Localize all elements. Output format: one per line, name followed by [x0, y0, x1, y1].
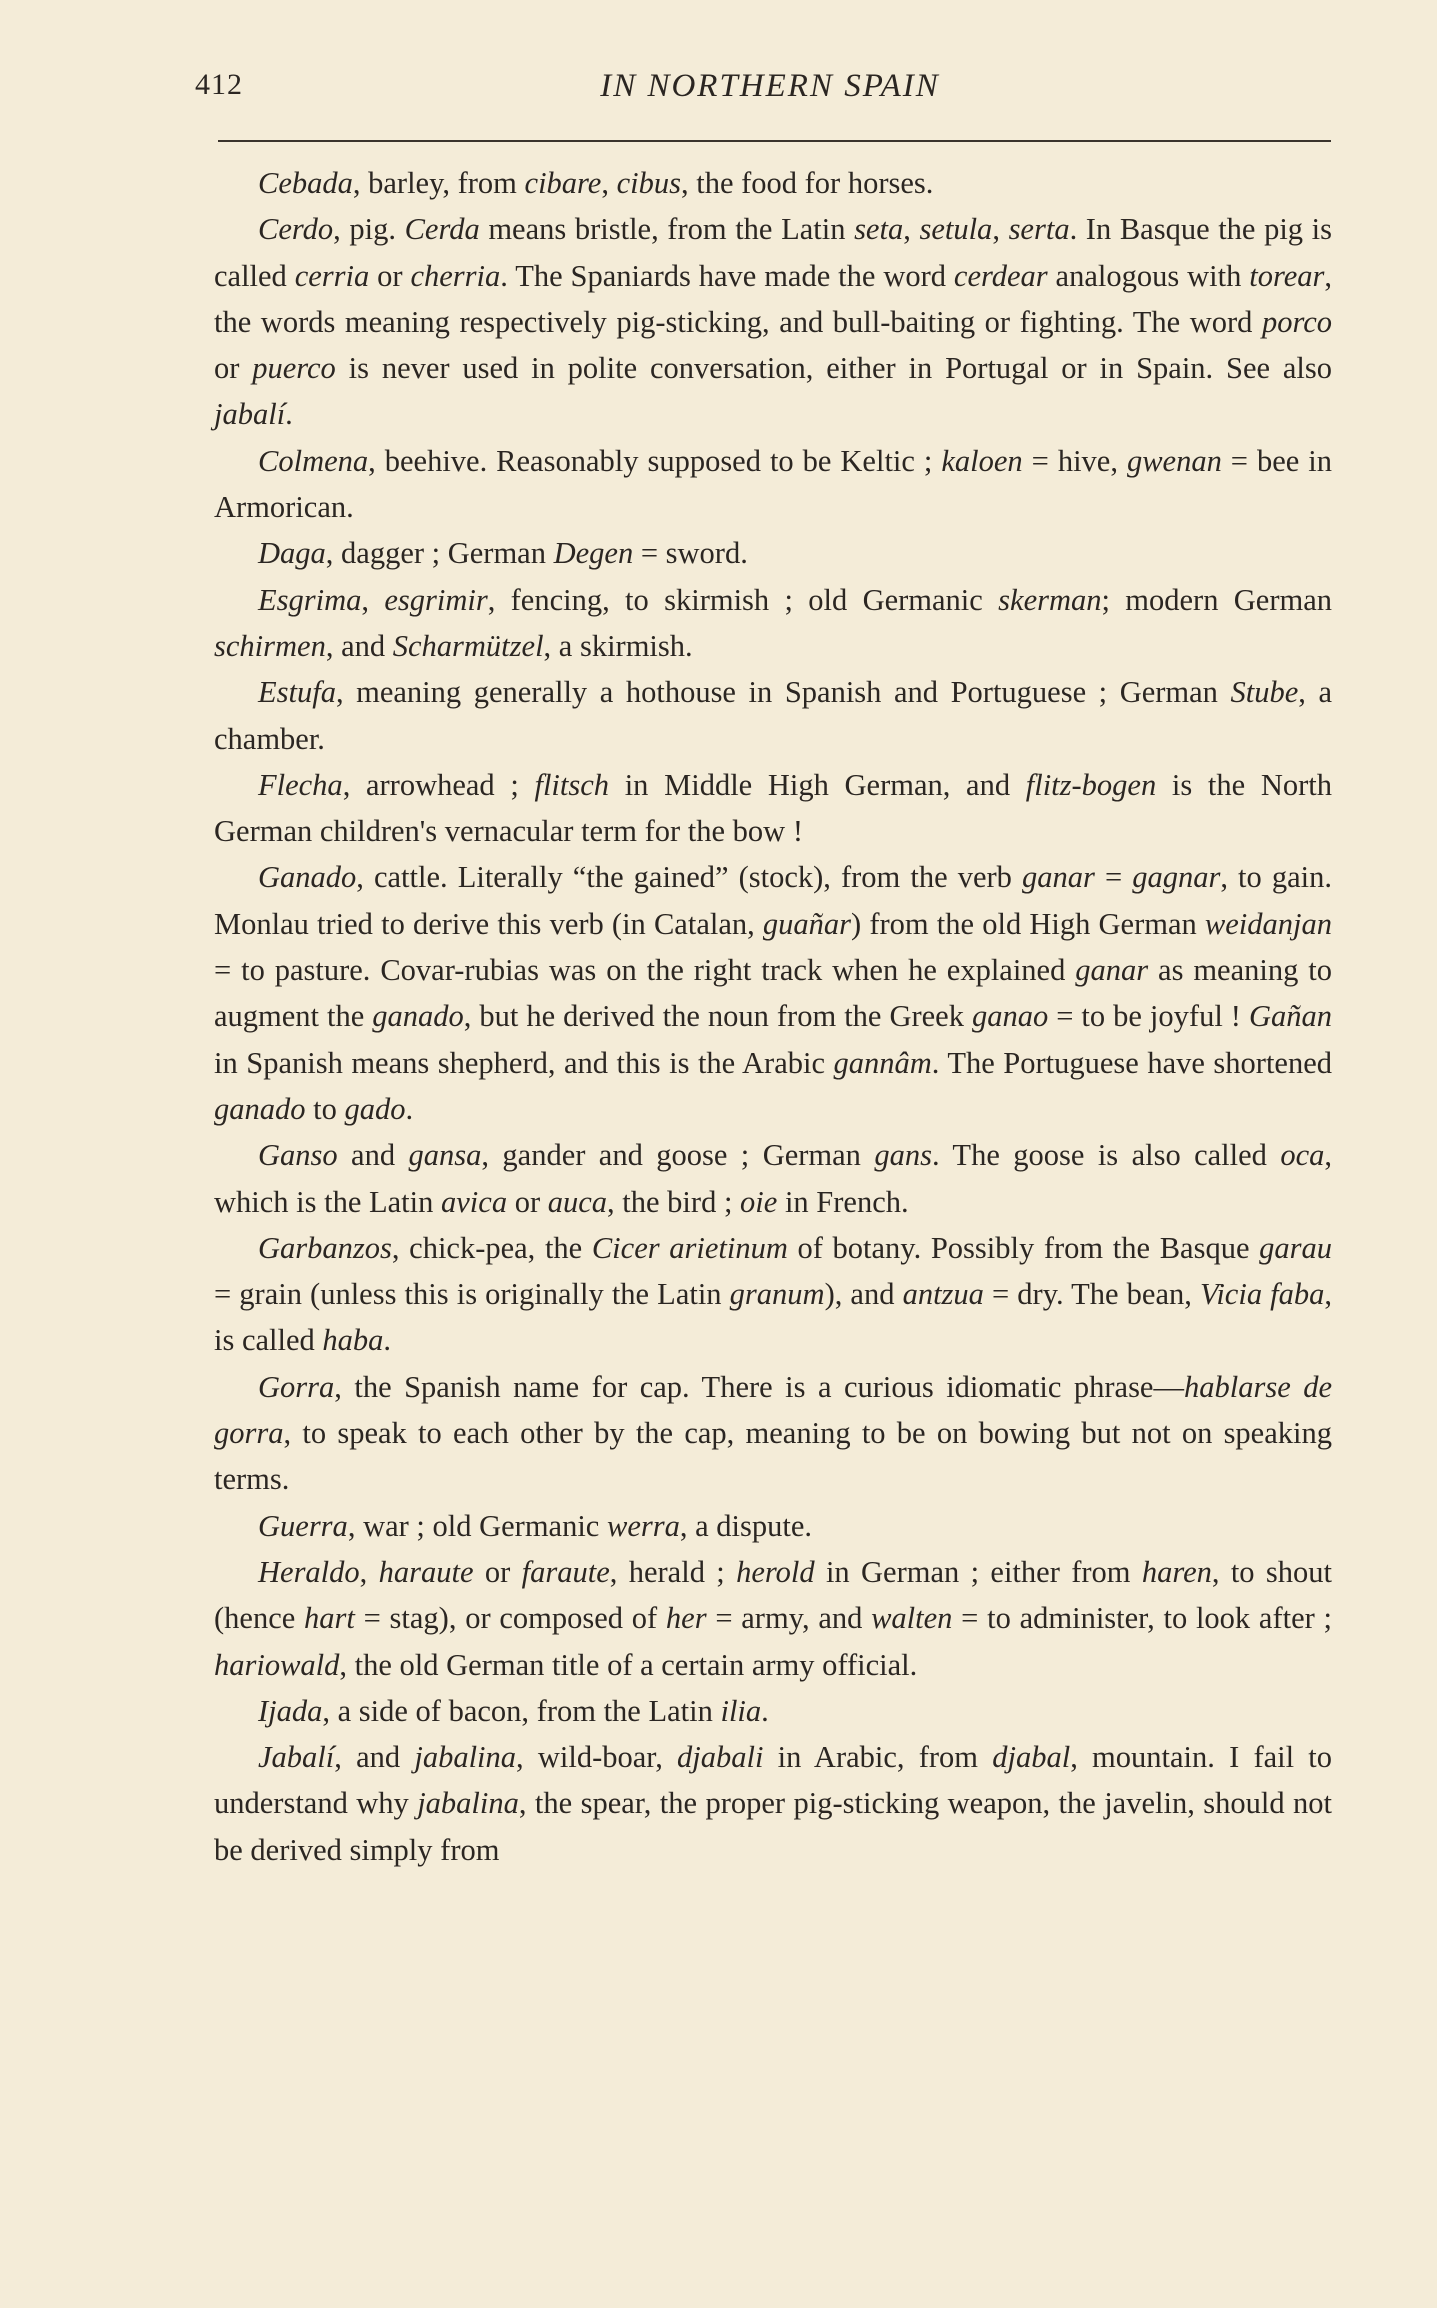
italic-term: gwenan [1126, 443, 1222, 478]
italic-term: flitsch [534, 767, 610, 802]
italic-term: garau [1259, 1230, 1332, 1265]
italic-term: Gañan [1248, 999, 1332, 1034]
entry-text: , and [325, 628, 393, 663]
entry-text: , war ; old Germanic [347, 1508, 607, 1543]
italic-term: Gorra [258, 1369, 335, 1404]
italic-term: faraute [521, 1554, 610, 1589]
entry-text: analogous with [1047, 258, 1250, 293]
entry-text: ; modern German [1101, 582, 1333, 617]
entry-text: , and [334, 1740, 415, 1775]
italic-term: porco [1261, 304, 1332, 339]
italic-term: setula [919, 212, 993, 247]
italic-term: her [665, 1601, 707, 1636]
italic-term: puerco [252, 351, 336, 386]
entry-text: in French. [777, 1184, 909, 1219]
entry-text: , is called [214, 1277, 1333, 1358]
entry-text: , barley, from [352, 166, 525, 200]
glossary-entry [214, 577, 1332, 670]
entry-text: , a chamber. [214, 675, 1332, 756]
page-header [195, 68, 1345, 118]
entry-text: , pig. [333, 212, 405, 247]
italic-term: hablarse de gorra [214, 1369, 1332, 1451]
italic-term: seta [854, 212, 904, 247]
italic-term: djabal [992, 1740, 1071, 1775]
entry-text: , the bird ; [607, 1184, 741, 1219]
entry-text: . [405, 1091, 414, 1126]
entry-text: , arrowhead ; [342, 767, 535, 802]
glossary-entry [214, 854, 1332, 1132]
entry-text: . [383, 1323, 392, 1358]
italic-term: serta [1008, 212, 1070, 247]
italic-term: weidanjan [1204, 906, 1332, 941]
italic-term: ganar [1021, 860, 1095, 895]
italic-term: ganado [214, 1091, 306, 1126]
italic-term: jabalí [214, 397, 286, 432]
italic-term: cibus [616, 166, 681, 200]
entry-text: , but he derived the noun from the Greek [463, 999, 972, 1034]
italic-term: djabali [677, 1740, 764, 1775]
entry-text: = hive, [1022, 443, 1127, 478]
entry-text: , the Spanish name for cap. There is a curious idiomatic phrase— [334, 1369, 1184, 1404]
entry-text: , [359, 1554, 379, 1589]
entry-text: , wild-boar, [516, 1740, 678, 1775]
italic-term: Scharmützel [392, 628, 544, 663]
entry-text: , the food for horses. [680, 166, 934, 200]
italic-term: granum [729, 1277, 825, 1312]
italic-term: skerman [998, 582, 1102, 617]
entry-text: = [1094, 860, 1133, 895]
entry-text: in German ; either from [814, 1554, 1142, 1589]
italic-term: gagnar [1132, 860, 1221, 895]
italic-term: haren [1141, 1554, 1212, 1589]
entry-text: . [761, 1693, 769, 1728]
italic-term: hart [304, 1601, 355, 1636]
entry-text: , a dispute. [679, 1508, 813, 1543]
italic-term: herold [736, 1554, 815, 1589]
entry-text: or [473, 1554, 522, 1589]
italic-term: Vicia faba [1199, 1277, 1325, 1312]
italic-term: kaloen [941, 443, 1023, 478]
italic-term: Cerda [404, 212, 480, 247]
glossary-entry [214, 438, 1332, 531]
italic-term: ganado [372, 999, 464, 1034]
entry-text: means bristle, from the Latin [479, 212, 855, 247]
entry-text: , to gain. Monlau tried to derive this verb (in Catalan, [214, 860, 1332, 941]
entry-text: , [903, 212, 920, 247]
italic-term: Ganado [258, 860, 357, 895]
italic-term: Ganso [258, 1138, 338, 1173]
entry-text: , [992, 212, 1009, 247]
entry-text: , dagger ; German [325, 536, 554, 571]
italic-term: jabalina [417, 1786, 519, 1821]
italic-term: cerdear [953, 258, 1048, 293]
entry-text: ), and [824, 1277, 903, 1312]
entry-text: , the spear, the proper pig-sticking weapon, the javelin, should not be derived simply from [214, 1786, 1332, 1867]
entry-text: or [214, 351, 253, 386]
glossary-entry [214, 762, 1332, 855]
glossary-entry [214, 1225, 1332, 1364]
italic-term: Estufa [258, 675, 336, 710]
entry-text: , [601, 166, 617, 200]
italic-term: schirmen [214, 628, 326, 663]
entry-text: ) from the old High German [851, 906, 1205, 941]
entry-text: , herald ; [609, 1554, 737, 1589]
entry-text: , [361, 582, 385, 617]
italic-term: Cicer arietinum [591, 1230, 788, 1265]
italic-term: flitz-bogen [1025, 767, 1157, 802]
glossary-entry [214, 206, 1332, 437]
italic-term: Garbanzos [258, 1230, 392, 1265]
entry-text: is the North German children's vernacular term for the bow ! [214, 767, 1332, 849]
italic-term: Flecha [258, 767, 343, 802]
italic-term: werra [606, 1508, 680, 1543]
entry-text: . The Spaniards have made the word [500, 258, 954, 293]
italic-term: haraute [378, 1554, 474, 1589]
italic-term: gado [344, 1091, 406, 1126]
entry-text: . The goose is also called [931, 1138, 1281, 1173]
italic-term: cherria [410, 258, 501, 293]
header-rule [218, 140, 1331, 142]
page-number: 412 [195, 68, 243, 101]
italic-term: Jabalí [258, 1740, 335, 1775]
glossary-entry [214, 1503, 1332, 1549]
italic-term: Cerdo [258, 212, 334, 247]
italic-term: haba [322, 1323, 384, 1358]
glossary-entry [214, 669, 1332, 762]
entry-text: in Arabic, from [763, 1740, 993, 1775]
entry-text: , a skirmish. [543, 628, 693, 663]
italic-term: oie [740, 1184, 778, 1219]
entry-text: , to shout (hence [214, 1554, 1332, 1636]
italic-term: avica [441, 1184, 508, 1219]
italic-term: ganar [1075, 953, 1149, 988]
italic-term: Cebada [258, 166, 353, 200]
italic-term: auca [547, 1184, 608, 1219]
glossary-entry [214, 1734, 1332, 1873]
entry-text: , a side of bacon, from the Latin [322, 1693, 721, 1728]
italic-term: Degen [553, 536, 634, 571]
entry-text: , beehive. Reasonably supposed to be Keltic ; [368, 443, 942, 478]
italic-term: Esgrima [258, 582, 362, 617]
italic-term: gansa [408, 1138, 482, 1173]
italic-term: jabalina [414, 1740, 517, 1775]
italic-term: gans [874, 1138, 932, 1173]
italic-term: esgrimir [384, 582, 488, 617]
entry-text: or [369, 258, 411, 293]
entry-text: = sword. [633, 536, 748, 571]
entry-text: , to speak to each other by the cap, meaning to be on bowing but not on speaking terms. [214, 1416, 1332, 1497]
entry-text: = army, and [706, 1601, 872, 1636]
running-title: IN NORTHERN SPAIN [600, 68, 940, 104]
italic-term: guañar [762, 906, 852, 941]
italic-term: hariowald [214, 1647, 340, 1682]
entry-text: . The Portuguese have shortened [931, 1045, 1332, 1080]
entry-text: = to pasture. Covar-rubias was on the right track when he explained [214, 953, 1076, 988]
entry-text: = dry. The bean, [983, 1277, 1200, 1312]
italic-term: Stube [1230, 675, 1299, 710]
entry-text: . [285, 397, 293, 432]
italic-term: gannâm [833, 1045, 932, 1080]
italic-term: cibare [524, 166, 602, 200]
entry-text: , fencing, to skirmish ; old Germanic [487, 582, 999, 617]
entry-text: , the old German title of a certain army official. [339, 1647, 918, 1682]
glossary-entry [214, 530, 1332, 576]
entry-text: , cattle. Literally “the gained” (stock), from the verb [356, 860, 1022, 895]
glossary-entry [214, 1364, 1332, 1503]
italic-term: torear [1249, 258, 1325, 293]
italic-term: Guerra [258, 1508, 348, 1543]
italic-term: Daga [258, 536, 326, 571]
italic-term: Ijada [258, 1693, 323, 1728]
entry-text: as meaning to augment the [214, 953, 1332, 1034]
entry-text: = to be joyful ! [1048, 999, 1249, 1034]
italic-term: ilia [720, 1693, 762, 1728]
italic-term: antzua [902, 1277, 984, 1312]
italic-term: oca [1280, 1138, 1325, 1173]
glossary-body [214, 160, 1332, 1873]
entry-text: = grain (unless this is originally the Latin [214, 1277, 730, 1312]
entry-text: in Middle High German, and [609, 767, 1026, 802]
italic-term: walten [871, 1601, 953, 1636]
entry-text: of botany. Possibly from the Basque [787, 1230, 1260, 1265]
entry-text: , which is the Latin [214, 1138, 1332, 1219]
glossary-entry [214, 1688, 1332, 1734]
italic-term: cerria [294, 258, 370, 293]
entry-text: = stag), or composed of [354, 1601, 666, 1636]
entry-text: . In Basque the pig is called [214, 212, 1333, 293]
entry-text: , mountain. I fail to understand why [214, 1740, 1333, 1821]
entry-text: , chick-pea, the [391, 1230, 592, 1265]
italic-term: Colmena [258, 443, 369, 478]
italic-term: ganao [971, 999, 1049, 1034]
italic-term: Heraldo [258, 1554, 360, 1589]
entry-text: or [507, 1184, 548, 1219]
entry-text: is never used in polite conversation, either in Portugal or in Spain. See also [335, 351, 1332, 386]
entry-text: , the words meaning respectively pig-sticking, and bull-baiting or fighting. The word [214, 258, 1332, 339]
entry-text: and [337, 1138, 409, 1173]
entry-text: = bee in Armorican. [214, 443, 1333, 525]
glossary-entry [214, 160, 1332, 206]
entry-text: = to administer, to look after ; [952, 1601, 1332, 1636]
entry-text: , meaning generally a hothouse in Spanish and Portuguese ; German [335, 675, 1231, 710]
entry-text: , gander and goose ; German [481, 1138, 875, 1173]
glossary-entry [214, 1549, 1332, 1688]
entry-text: in Spanish means shepherd, and this is the Arabic [214, 1045, 834, 1080]
glossary-entry [214, 1132, 1332, 1225]
entry-text: to [305, 1091, 345, 1126]
